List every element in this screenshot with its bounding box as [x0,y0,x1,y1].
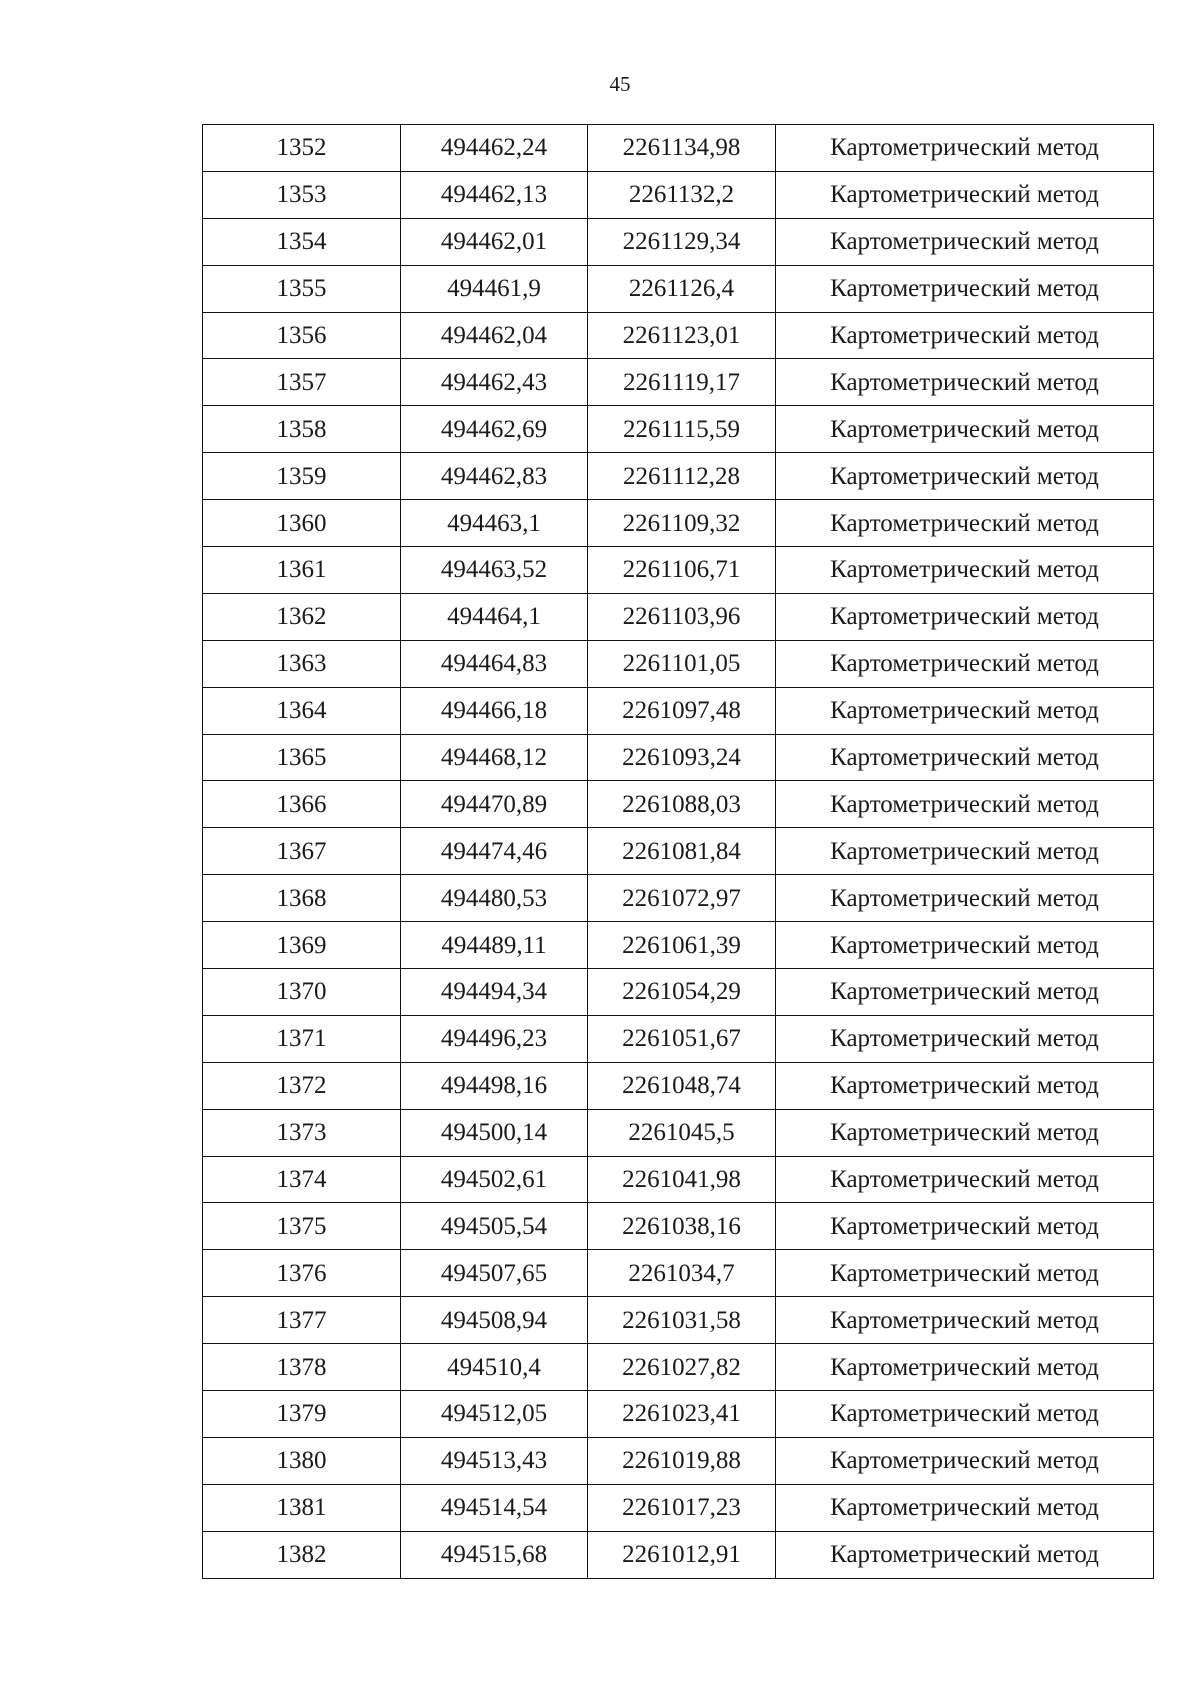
x-coordinate-cell: 494462,01 [401,218,588,265]
y-coordinate-cell: 2261017,23 [588,1484,776,1531]
y-coordinate-cell: 2261072,97 [588,875,776,922]
x-coordinate-cell: 494505,54 [401,1203,588,1250]
y-coordinate-cell: 2261012,91 [588,1531,776,1578]
table-row [203,1203,1154,1250]
x-coordinate-cell: 494462,43 [401,359,588,406]
table-row [203,922,1154,969]
point-number-cell: 1372 [203,1062,401,1109]
point-number-cell: 1371 [203,1015,401,1062]
table-row [203,1015,1154,1062]
table-row [203,359,1154,406]
y-coordinate-cell: 2261097,48 [588,687,776,734]
y-coordinate-cell: 2261088,03 [588,781,776,828]
table-row [203,1297,1154,1344]
point-number-cell: 1361 [203,547,401,594]
table-row [203,1484,1154,1531]
table-row [203,1531,1154,1578]
table-row [203,687,1154,734]
point-number-cell: 1358 [203,406,401,453]
table-row [203,218,1154,265]
x-coordinate-cell: 494463,52 [401,547,588,594]
method-cell: Картометрический метод [776,969,1154,1016]
x-coordinate-cell: 494514,54 [401,1484,588,1531]
x-coordinate-cell: 494462,83 [401,453,588,500]
x-coordinate-cell: 494470,89 [401,781,588,828]
method-cell: Картометрический метод [776,1297,1154,1344]
point-number-cell: 1376 [203,1250,401,1297]
method-cell: Картометрический метод [776,922,1154,969]
method-cell: Картометрический метод [776,1531,1154,1578]
table-row [203,453,1154,500]
point-number-cell: 1353 [203,171,401,218]
method-cell: Картометрический метод [776,734,1154,781]
x-coordinate-cell: 494464,83 [401,640,588,687]
y-coordinate-cell: 2261041,98 [588,1156,776,1203]
method-cell: Картометрический метод [776,1109,1154,1156]
method-cell: Картометрический метод [776,406,1154,453]
table-row [203,593,1154,640]
table-row [203,781,1154,828]
table-row [203,1156,1154,1203]
table-row [203,969,1154,1016]
table-row [203,265,1154,312]
table-row [203,406,1154,453]
method-cell: Картометрический метод [776,1484,1154,1531]
point-number-cell: 1368 [203,875,401,922]
table-body [203,125,1154,1579]
method-cell: Картометрический метод [776,828,1154,875]
x-coordinate-cell: 494466,18 [401,687,588,734]
table-row [203,1391,1154,1438]
table-row [203,171,1154,218]
method-cell: Картометрический метод [776,312,1154,359]
y-coordinate-cell: 2261109,32 [588,500,776,547]
x-coordinate-cell: 494513,43 [401,1437,588,1484]
table-row [203,875,1154,922]
x-coordinate-cell: 494462,69 [401,406,588,453]
method-cell: Картометрический метод [776,1015,1154,1062]
method-cell: Картометрический метод [776,125,1154,172]
point-number-cell: 1354 [203,218,401,265]
page-number: 45 [609,72,631,96]
method-cell: Картометрический метод [776,218,1154,265]
x-coordinate-cell: 494480,53 [401,875,588,922]
x-coordinate-cell: 494510,4 [401,1344,588,1391]
y-coordinate-cell: 2261101,05 [588,640,776,687]
table-row [203,1344,1154,1391]
point-number-cell: 1379 [203,1391,401,1438]
method-cell: Картометрический метод [776,687,1154,734]
y-coordinate-cell: 2261054,29 [588,969,776,1016]
table-row [203,734,1154,781]
table-row [203,1437,1154,1484]
x-coordinate-cell: 494474,46 [401,828,588,875]
x-coordinate-cell: 494500,14 [401,1109,588,1156]
point-number-cell: 1373 [203,1109,401,1156]
x-coordinate-cell: 494507,65 [401,1250,588,1297]
y-coordinate-cell: 2261045,5 [588,1109,776,1156]
method-cell: Картометрический метод [776,875,1154,922]
y-coordinate-cell: 2261106,71 [588,547,776,594]
point-number-cell: 1356 [203,312,401,359]
x-coordinate-cell: 494496,23 [401,1015,588,1062]
point-number-cell: 1369 [203,922,401,969]
y-coordinate-cell: 2261126,4 [588,265,776,312]
point-number-cell: 1375 [203,1203,401,1250]
y-coordinate-cell: 2261129,34 [588,218,776,265]
table-row [203,547,1154,594]
y-coordinate-cell: 2261103,96 [588,593,776,640]
y-coordinate-cell: 2261123,01 [588,312,776,359]
coordinates-table [202,124,1154,1579]
table-row [203,1250,1154,1297]
method-cell: Картометрический метод [776,1391,1154,1438]
method-cell: Картометрический метод [776,593,1154,640]
table-row [203,640,1154,687]
point-number-cell: 1359 [203,453,401,500]
x-coordinate-cell: 494498,16 [401,1062,588,1109]
point-number-cell: 1352 [203,125,401,172]
point-number-cell: 1365 [203,734,401,781]
x-coordinate-cell: 494462,24 [401,125,588,172]
point-number-cell: 1360 [203,500,401,547]
y-coordinate-cell: 2261119,17 [588,359,776,406]
table-row [203,828,1154,875]
x-coordinate-cell: 494494,34 [401,969,588,1016]
method-cell: Картометрический метод [776,1437,1154,1484]
method-cell: Картометрический метод [776,1250,1154,1297]
x-coordinate-cell: 494468,12 [401,734,588,781]
method-cell: Картометрический метод [776,359,1154,406]
x-coordinate-cell: 494515,68 [401,1531,588,1578]
y-coordinate-cell: 2261023,41 [588,1391,776,1438]
x-coordinate-cell: 494464,1 [401,593,588,640]
point-number-cell: 1382 [203,1531,401,1578]
table-row [203,312,1154,359]
point-number-cell: 1380 [203,1437,401,1484]
method-cell: Картометрический метод [776,547,1154,594]
point-number-cell: 1374 [203,1156,401,1203]
y-coordinate-cell: 2261019,88 [588,1437,776,1484]
point-number-cell: 1357 [203,359,401,406]
point-number-cell: 1370 [203,969,401,1016]
y-coordinate-cell: 2261031,58 [588,1297,776,1344]
point-number-cell: 1381 [203,1484,401,1531]
point-number-cell: 1364 [203,687,401,734]
y-coordinate-cell: 2261134,98 [588,125,776,172]
method-cell: Картометрический метод [776,1062,1154,1109]
y-coordinate-cell: 2261132,2 [588,171,776,218]
method-cell: Картометрический метод [776,640,1154,687]
y-coordinate-cell: 2261027,82 [588,1344,776,1391]
method-cell: Картометрический метод [776,781,1154,828]
point-number-cell: 1367 [203,828,401,875]
point-number-cell: 1362 [203,593,401,640]
point-number-cell: 1363 [203,640,401,687]
method-cell: Картометрический метод [776,1156,1154,1203]
method-cell: Картометрический метод [776,171,1154,218]
y-coordinate-cell: 2261038,16 [588,1203,776,1250]
method-cell: Картометрический метод [776,453,1154,500]
table-row [203,125,1154,172]
y-coordinate-cell: 2261061,39 [588,922,776,969]
y-coordinate-cell: 2261051,67 [588,1015,776,1062]
y-coordinate-cell: 2261081,84 [588,828,776,875]
x-coordinate-cell: 494489,11 [401,922,588,969]
x-coordinate-cell: 494512,05 [401,1391,588,1438]
point-number-cell: 1366 [203,781,401,828]
point-number-cell: 1355 [203,265,401,312]
x-coordinate-cell: 494502,61 [401,1156,588,1203]
x-coordinate-cell: 494463,1 [401,500,588,547]
method-cell: Картометрический метод [776,1203,1154,1250]
x-coordinate-cell: 494508,94 [401,1297,588,1344]
y-coordinate-cell: 2261112,28 [588,453,776,500]
table-row [203,1109,1154,1156]
y-coordinate-cell: 2261115,59 [588,406,776,453]
method-cell: Картометрический метод [776,500,1154,547]
y-coordinate-cell: 2261034,7 [588,1250,776,1297]
y-coordinate-cell: 2261048,74 [588,1062,776,1109]
point-number-cell: 1377 [203,1297,401,1344]
point-number-cell: 1378 [203,1344,401,1391]
table-row [203,500,1154,547]
method-cell: Картометрический метод [776,1344,1154,1391]
method-cell: Картометрический метод [776,265,1154,312]
x-coordinate-cell: 494462,13 [401,171,588,218]
x-coordinate-cell: 494461,9 [401,265,588,312]
table-row [203,1062,1154,1109]
y-coordinate-cell: 2261093,24 [588,734,776,781]
x-coordinate-cell: 494462,04 [401,312,588,359]
